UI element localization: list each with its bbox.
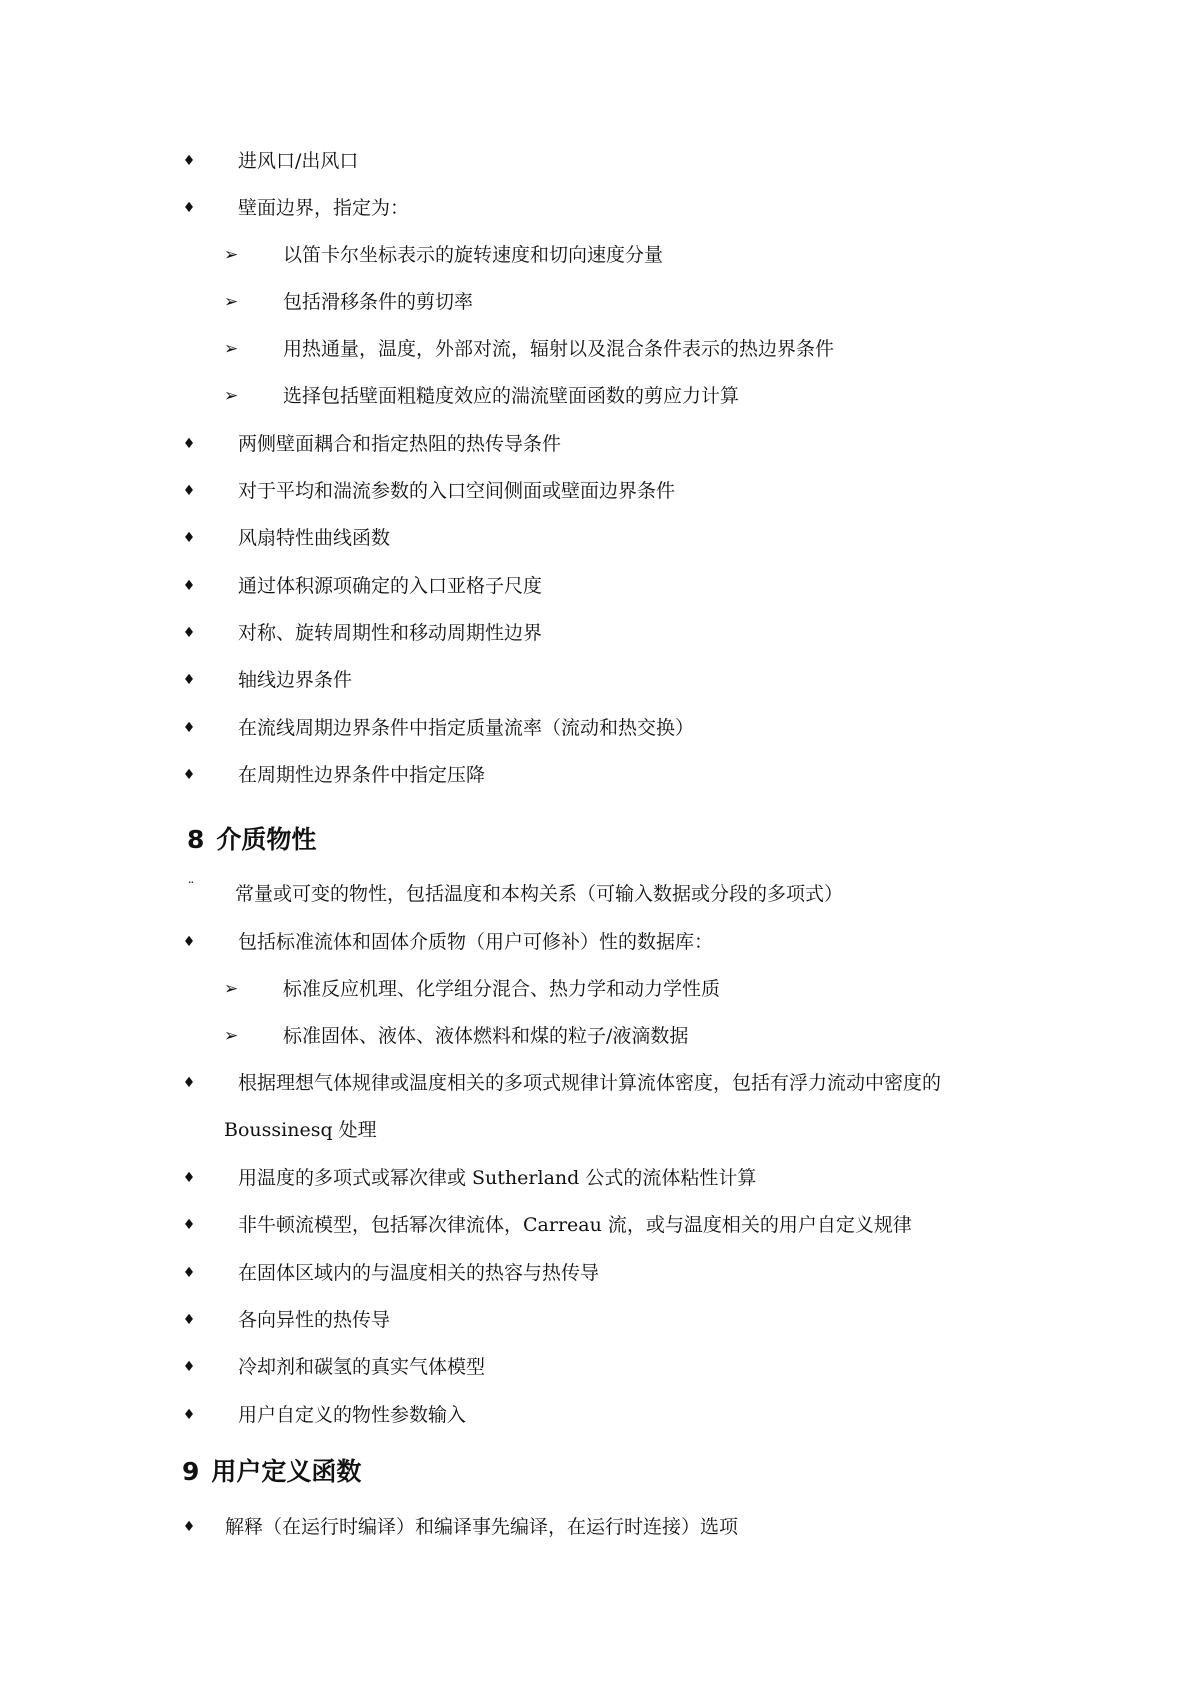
list-item-text: 非牛顿流模型，包括幂次律流体，Carreau 流，或与温度相关的用户自定义规律 [238, 1214, 912, 1236]
diamond-bullet-icon: ♦ [182, 578, 196, 594]
list-item-text: 包括标准流体和固体介质物（用户可修补）性的数据库： [238, 931, 714, 953]
list-item-text: 轴线边界条件 [238, 669, 353, 691]
diamond-bullet-icon: ♦ [182, 1407, 196, 1423]
sub-list-item-text: 以笛卡尔坐标表示的旋转速度和切向速度分量 [283, 244, 664, 266]
section-heading [187, 824, 316, 856]
section-title: 介质物性 [216, 825, 317, 854]
sub-list-item-text: 标准固体、液体、液体燃料和煤的粒子/液滴数据 [283, 1025, 689, 1047]
arrow-bullet-icon: ➢ [224, 1026, 239, 1046]
arrow-bullet-icon: ➢ [224, 979, 239, 999]
list-item-text: 风扇特性曲线函数 [238, 527, 391, 549]
sub-list-item-text: 用热通量，温度，外部对流，辐射以及混合条件表示的热边界条件 [283, 338, 835, 360]
list-item-text: 进风口/出风口 [238, 150, 359, 172]
sub-list-item-text: 选择包括壁面粗糙度效应的湍流壁面函数的剪应力计算 [283, 385, 740, 407]
list-item-text: 两侧壁面耦合和指定热阻的热传导条件 [238, 433, 562, 455]
list-item-text: 在固体区域内的与温度相关的热容与热传导 [238, 1262, 600, 1284]
diamond-bullet-icon: ♦ [182, 436, 196, 452]
diamond-bullet-icon: ♦ [182, 625, 196, 641]
section-title: 用户定义函数 [211, 1457, 362, 1486]
arrow-bullet-icon: ➢ [224, 339, 239, 359]
section-number: 9 [182, 1457, 200, 1486]
diamond-bullet-icon: ♦ [182, 1312, 196, 1328]
arrow-bullet-icon: ➢ [224, 245, 239, 265]
list-item-text: 对称、旋转周期性和移动周期性边界 [238, 622, 543, 644]
diamond-bullet-icon: ♦ [182, 530, 196, 546]
diamond-bullet-icon: ♦ [182, 483, 196, 499]
diamond-bullet-icon: ♦ [182, 1217, 196, 1233]
list-item-text: 各向异性的热传导 [238, 1309, 391, 1331]
diamond-bullet-icon: ♦ [182, 720, 196, 736]
list-item-text: 冷却剂和碳氢的真实气体模型 [238, 1356, 486, 1378]
list-item-text: 用温度的多项式或幂次律或 Sutherland 公式的流体粘性计算 [238, 1167, 757, 1189]
arrow-bullet-icon: ➢ [224, 292, 239, 312]
list-item-text: 根据理想气体规律或温度相关的多项式规律计算流体密度，包括有浮力流动中密度的 [238, 1072, 942, 1094]
list-item-text: 在流线周期边界条件中指定质量流率（流动和热交换） [238, 717, 695, 739]
list-item-text: 通过体积源项确定的入口亚格子尺度 [238, 575, 543, 597]
sub-list-item-text: 标准反应机理、化学组分混合、热力学和动力学性质 [283, 978, 721, 1000]
diamond-bullet-icon: ♦ [182, 767, 196, 783]
diamond-bullet-icon: ♦ [182, 1519, 196, 1535]
list-item-text: 在周期性边界条件中指定压降 [238, 764, 486, 786]
arrow-bullet-icon: ➢ [224, 386, 239, 406]
diamond-bullet-icon: ♦ [182, 153, 196, 169]
section-number: 8 [187, 825, 205, 854]
diamond-bullet-icon: ♦ [182, 200, 196, 216]
list-item-text: 对于平均和湍流参数的入口空间侧面或壁面边界条件 [238, 480, 676, 502]
list-item-text: 壁面边界，指定为： [238, 197, 410, 219]
diamond-bullet-icon: ♦ [182, 672, 196, 688]
section-heading [182, 1456, 361, 1488]
list-item-text: Boussinesq 处理 [224, 1119, 377, 1141]
diamond-bullet-icon: ♦ [182, 934, 196, 950]
diamond-bullet-icon: ♦ [182, 1359, 196, 1375]
diamond-bullet-icon: ♦ [182, 1075, 196, 1091]
list-item-text: 用户自定义的物性参数输入 [238, 1404, 467, 1426]
diamond-bullet-icon: ♦ [182, 1170, 196, 1186]
list-item-text: 解释（在运行时编译）和编译事先编译，在运行时连接）选项 [225, 1516, 739, 1538]
dieresis-bullet-icon: ¨ [187, 880, 195, 896]
list-item-text: 常量或可变的物性，包括温度和本构关系（可输入数据或分段的多项式） [235, 883, 844, 905]
diamond-bullet-icon: ♦ [182, 1265, 196, 1281]
sub-list-item-text: 包括滑移条件的剪切率 [283, 291, 474, 313]
